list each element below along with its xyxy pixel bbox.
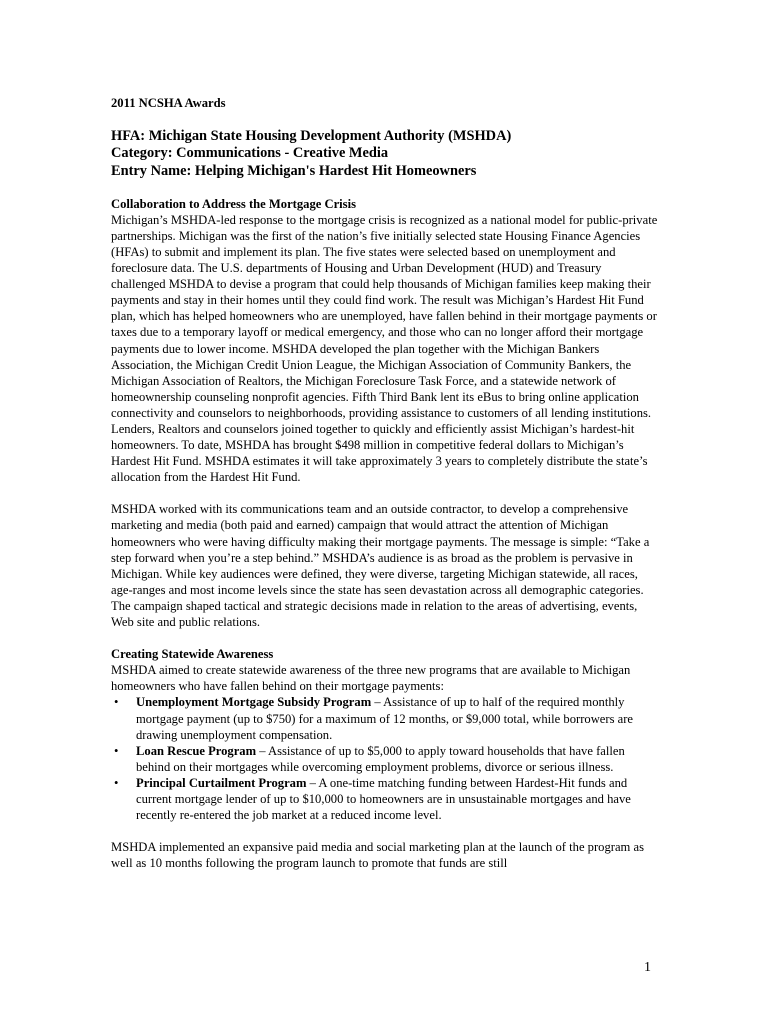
program-name: Unemployment Mortgage Subsidy Program xyxy=(136,695,372,710)
list-item xyxy=(111,694,659,742)
program-name: Loan Rescue Program xyxy=(136,743,257,758)
bullet-icon: • xyxy=(114,775,119,790)
program-list xyxy=(111,694,659,823)
bullet-icon: • xyxy=(114,695,119,710)
hfa-heading: HFA: Michigan State Housing Development Authority (MSHDA) xyxy=(111,128,512,145)
list-item xyxy=(111,743,659,775)
bullet-icon: • xyxy=(114,743,119,758)
section-intro-awareness: MSHDA aimed to create statewide awareness of the three new programs that are available to Michigan homeowners who have fallen behind on their mortgage payments: xyxy=(111,663,631,694)
entry-header xyxy=(111,128,659,180)
section-title-collaboration: Collaboration to Address the Mortgage Crisis xyxy=(111,196,356,211)
program-name: Principal Curtailment Program xyxy=(136,775,307,790)
list-item xyxy=(111,775,659,823)
program-description: – Assistance of up to $5,000 to apply toward households that have fallen behind on their mortgages while overcoming employment problems, divorce or serious illness. xyxy=(136,743,625,774)
category-heading: Category: Communications - Creative Media xyxy=(111,145,389,162)
section-title-awareness: Creating Statewide Awareness xyxy=(111,647,274,662)
section-collaboration xyxy=(111,196,659,486)
section-body-collaboration: Michigan’s MSHDA-led response to the mortgage crisis is recognized as a national model for public-private partnerships. Michigan was the first of the nation’s five initially selected state Housing Finance Agencies (HFAs) to submit and implement its plan. The five states were selected based on unemployment and foreclosure data. The U.S. departments of Housing and Urban Development (HUD) and Treasury challenged MSHDA to devise a program that could help thousands of Michigan families keep making their payments and stay in their homes until they could find work. The result was Michigan’s Hardest Hit Fund plan, which has helped homeowners who are unemployed, have fallen behind in their mortgage payments or taxes due to a temporary layoff or medical emergency, and those who can no longer afford their mortgage payments due to lower income. MSHDA developed the plan together with the Michigan Bankers Association, the Michigan Credit Union League, the Michigan Association of Community Bankers, the Michigan Association of Realtors, the Michigan Foreclosure Task Force, and a statewide network of homeownership counseling nonprofit agencies. Fifth Third Bank lent its eBus to bring online application connectivity and counselors to neighborhoods, providing assistance to customers of all lending institutions. Lenders, Realtors and counselors joined together to quickly and efficiently assist Michigan’s hardest-hit homeowners. To date, MSHDA has brought $498 million in competitive federal dollars to Michigan’s Hardest Hit Fund. MSHDA estimates it will take approximately 3 years to completely distribute the state’s allocation from the Hardest Hit Fund. xyxy=(111,212,658,485)
page-number: 1 xyxy=(644,960,651,975)
program-description: – Assistance of up to half of the required monthly mortgage payment (up to $750) for a maximum of 12 months, or $9,000 total, while borrowers are drawing unemployment compensation. xyxy=(136,695,633,742)
entry-name-heading: Entry Name: Helping Michigan's Hardest Hit Homeowners xyxy=(111,162,477,179)
document-page xyxy=(111,95,659,871)
section-awareness xyxy=(111,646,659,823)
paragraph-paid-media: MSHDA implemented an expansive paid media and social marketing plan at the launch of the program as well as 10 months following the program launch to promote that funds are still xyxy=(111,840,644,871)
program-description: – A one-time matching funding between Hardest-Hit funds and current mortgage lender of up to $10,000 to homeowners are in unsustainable mortgages and have recently re-entered the job market at a reduced income level. xyxy=(136,775,631,823)
paragraph-campaign: MSHDA worked with its communications team and an outside contractor, to develop a comprehensive marketing and media (both paid and earned) campaign that would attract the attention of Michigan homeowners who were having difficulty making their mortgage payments. The message is simple: “Take a step forward when you’re a step behind.” MSHDA’s audience is as broad as the problem is pervasive in Michigan. While key audiences were defined, they were diverse, targeting Michigan statewide, all races, age-ranges and most income levels since the state has seen devastation across all demographic categories. The campaign shaped tactical and strategic decisions made in relation to the areas of advertising, events, Web site and public relations. xyxy=(111,502,650,630)
award-line: 2011 NCSHA Awards xyxy=(111,96,226,110)
